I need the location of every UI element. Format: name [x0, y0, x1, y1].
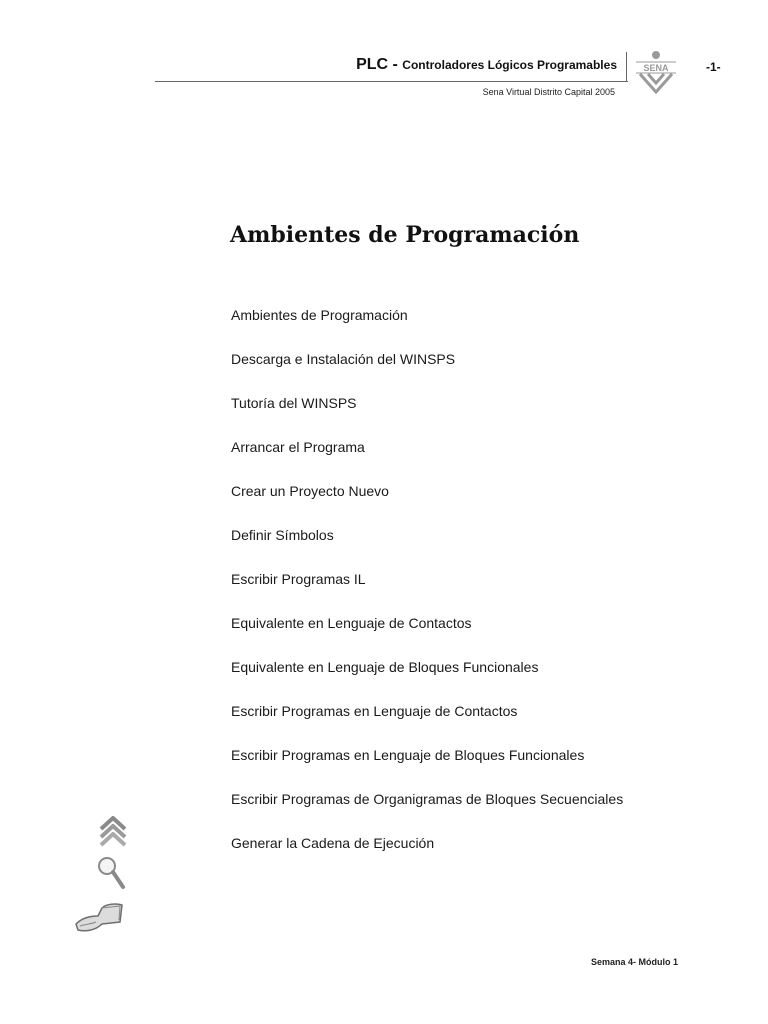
header-subline: Sena Virtual Distrito Capital 2005 [482, 87, 615, 97]
page-number: -1- [706, 60, 721, 74]
toc-item[interactable]: Escribir Programas de Organigramas de Bloques Secuenciales [231, 791, 624, 807]
toc-item[interactable]: Descarga e Instalación del WINSPS [231, 351, 456, 367]
header-rule [155, 81, 628, 82]
toc-item[interactable]: Escribir Programas IL [231, 571, 366, 587]
document-title [356, 56, 617, 74]
chevrons-up-icon[interactable] [96, 812, 130, 848]
sena-logo [632, 50, 680, 96]
title-plc: PLC [356, 56, 389, 73]
toc-item[interactable]: Definir Símbolos [231, 527, 334, 543]
toc-item[interactable]: Escribir Programas en Lenguaje de Contactos [231, 703, 518, 719]
title-subtitle: Controladores Lógicos Programables [402, 58, 617, 72]
logo-text: SENA [643, 63, 669, 73]
toc-item[interactable]: Equivalente en Lenguaje de Contactos [231, 615, 472, 631]
table-of-contents [231, 306, 623, 878]
toc-item[interactable]: Arrancar el Programa [231, 439, 365, 455]
toc-item[interactable]: Tutoría del WINSPS [231, 395, 357, 411]
pointing-hand-icon[interactable] [72, 900, 126, 934]
toc-item[interactable]: Generar la Cadena de Ejecución [231, 835, 435, 851]
header-divider [626, 52, 627, 82]
page-title: Ambientes de Programación [230, 222, 580, 248]
title-dash: - [388, 56, 403, 73]
page-footer: Semana 4- Módulo 1 [590, 957, 678, 967]
magnifier-icon[interactable] [96, 855, 126, 891]
toc-item[interactable]: Equivalente en Lenguaje de Bloques Funcionales [231, 659, 539, 675]
toc-item[interactable]: Crear un Proyecto Nuevo [231, 483, 389, 499]
toc-item[interactable]: Escribir Programas en Lenguaje de Bloques Funcionales [231, 747, 585, 763]
toc-item[interactable]: Ambientes de Programación [231, 307, 408, 323]
